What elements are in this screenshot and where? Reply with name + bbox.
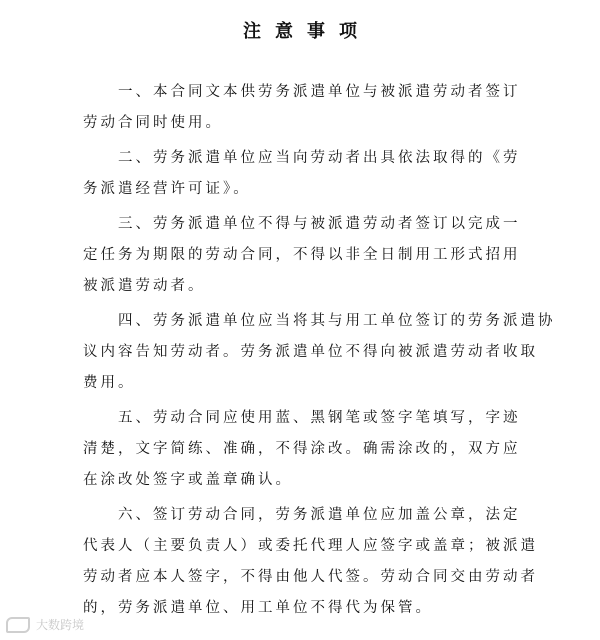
note-paragraph [83, 77, 519, 139]
paragraph-line: 劳动者应本人签字，不得由他人代签。劳动合同交由劳动者 [83, 569, 538, 585]
notes-body [83, 77, 556, 628]
paragraph-line: 代表人（主要负责人）或委托代理人应签字或盖章；被派遣 [83, 538, 538, 554]
paragraph-line: 清楚，文字简练、准确，不得涂改。确需涂改的，双方应 [83, 441, 521, 457]
paragraph-line: 议内容告知劳动者。劳务派遣单位不得向被派遣劳动者收取 [83, 344, 538, 360]
paragraph-line: 的，劳务派遣单位、用工单位不得代为保管。 [83, 600, 433, 616]
paragraph-line: 三、劳务派遣单位不得与被派遣劳动者签订以完成一 [118, 216, 521, 232]
note-paragraph [83, 403, 519, 496]
paragraph-line: 六、签订劳动合同，劳务派遣单位应加盖公章，法定 [118, 507, 521, 523]
page-title: 注意事项 [243, 21, 371, 42]
paragraph-line: 二、劳务派遣单位应当向劳动者出具依法取得的《劳 [118, 150, 521, 166]
note-paragraph [83, 306, 556, 399]
paragraph-line: 在涂改处签字或盖章确认。 [83, 472, 293, 488]
paragraph-line: 务派遣经营许可证》。 [83, 181, 251, 197]
paragraph-line: 一、本合同文本供劳务派遣单位与被派遣劳动者签订 [118, 84, 521, 100]
note-paragraph [83, 500, 538, 624]
watermark-text: 大数跨境 [36, 618, 85, 632]
watermark-logo-icon [6, 617, 30, 633]
paragraph-line: 被派遣劳动者。 [83, 278, 206, 294]
note-paragraph [83, 209, 519, 302]
paragraph-line: 劳动合同时使用。 [83, 115, 223, 131]
paragraph-line: 费用。 [83, 375, 136, 391]
note-paragraph [83, 143, 519, 205]
paragraph-line: 四、劳务派遣单位应当将其与用工单位签订的劳务派遣协 [118, 313, 556, 329]
paragraph-line: 定任务为期限的劳动合同，不得以非全日制用工形式招用 [83, 247, 521, 263]
paragraph-line: 五、劳动合同应使用蓝、黑钢笔或签字笔填写，字迹 [118, 410, 521, 426]
watermark [6, 616, 84, 633]
